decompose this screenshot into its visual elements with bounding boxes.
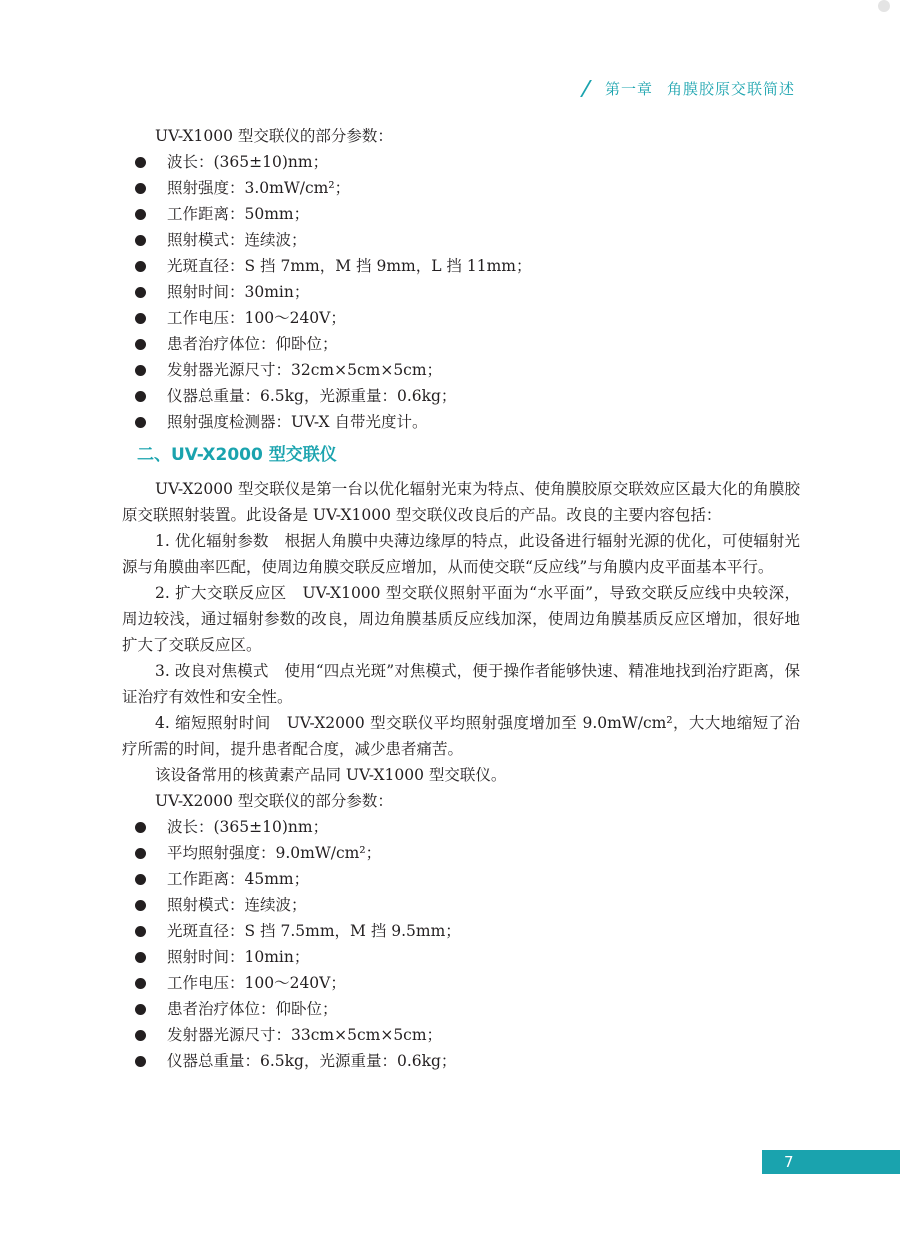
slash-icon [580, 80, 592, 97]
param-text: 工作距离：50mm； [167, 205, 310, 223]
bullet-icon [135, 874, 146, 885]
param-text: 患者治疗体位：仰卧位； [167, 335, 338, 353]
improvement-item [122, 710, 800, 762]
param-item [122, 227, 800, 253]
bullet-icon [135, 313, 146, 324]
param-text: 波长：(365±10)nm； [167, 818, 329, 836]
param-item [122, 944, 800, 970]
param-list-x2000 [122, 814, 800, 1074]
param-item [122, 253, 800, 279]
param-item [122, 918, 800, 944]
chapter-title: 角膜胶原交联简述 [666, 80, 795, 98]
improvement-text: 根据人角膜中央薄边缘厚的特点，此设备进行辐射光源的优化，可使辐射光源与角膜曲率匹配，使周边角膜交联反应增加，从而使交联“反应线”与角膜内皮平面基本平行。 [122, 532, 800, 576]
param-item [122, 970, 800, 996]
running-header [585, 78, 795, 99]
bullet-icon [135, 1056, 146, 1067]
param-item [122, 409, 800, 435]
bullet-icon [135, 848, 146, 859]
param-text: 波长：(365±10)nm； [167, 153, 329, 171]
param-item [122, 840, 800, 866]
page-number-tab [762, 1150, 900, 1174]
param-item [122, 305, 800, 331]
bullet-icon [135, 183, 146, 194]
param-item [122, 996, 800, 1022]
page-number: 7 [784, 1153, 794, 1171]
improvement-title: 1. 优化辐射参数 [155, 532, 269, 550]
params-intro-x2000: UV-X2000 型交联仪的部分参数： [155, 792, 393, 810]
param-text: 照射强度检测器：UV-X 自带光度计。 [167, 413, 428, 431]
param-text: 发射器光源尺寸：33cm×5cm×5cm； [167, 1026, 443, 1044]
bullet-icon [135, 1004, 146, 1015]
param-text: 照射强度：3.0mW/cm²； [167, 179, 351, 197]
param-text: 平均照射强度：9.0mW/cm²； [167, 844, 382, 862]
section-intro-paragraph: UV-X2000 型交联仪是第一台以优化辐射光束为特点、使角膜胶原交联效应区最大化的角膜胶原交联照射装置。此设备是 UV-X1000 型交联仪改良后的产品。改良的主要内容包括： [122, 480, 800, 524]
param-item [122, 866, 800, 892]
improvement-item [122, 658, 800, 710]
bullet-icon [135, 822, 146, 833]
bullet-icon [135, 157, 146, 168]
param-item [122, 201, 800, 227]
corner-mark [878, 0, 890, 12]
param-text: 工作电压：100～240V； [167, 309, 346, 327]
param-list-x1000 [122, 149, 800, 435]
bullet-icon [135, 235, 146, 246]
param-text: 发射器光源尺寸：32cm×5cm×5cm； [167, 361, 443, 379]
param-item [122, 1048, 800, 1074]
improvement-text: UV-X2000 型交联仪平均照射强度增加至 9.0mW/cm²，大大地缩短了治疗所需的时间，提升患者配合度，减少患者痛苦。 [122, 714, 801, 758]
improvement-item [122, 528, 800, 580]
bullet-icon [135, 391, 146, 402]
param-item [122, 1022, 800, 1048]
chapter-number: 第一章 [604, 80, 653, 98]
param-text: 仪器总重量：6.5kg，光源重量：0.6kg； [167, 1052, 457, 1070]
param-text: 照射模式：连续波； [167, 896, 307, 914]
param-text: 仪器总重量：6.5kg，光源重量：0.6kg； [167, 387, 457, 405]
param-text: 照射模式：连续波； [167, 231, 307, 249]
param-text: 工作电压：100～240V； [167, 974, 346, 992]
improvement-title: 3. 改良对焦模式 [155, 662, 269, 680]
bullet-icon [135, 339, 146, 350]
params-intro-x1000: UV-X1000 型交联仪的部分参数： [155, 127, 393, 145]
bullet-icon [135, 287, 146, 298]
param-text: 光斑直径：S 挡 7.5mm，M 挡 9.5mm； [167, 922, 461, 940]
param-item [122, 814, 800, 840]
page-content [122, 123, 800, 1074]
param-item [122, 383, 800, 409]
bullet-icon [135, 209, 146, 220]
param-item [122, 331, 800, 357]
param-text: 工作距离：45mm； [167, 870, 310, 888]
improvement-title: 4. 缩短照射时间 [155, 714, 271, 732]
param-item [122, 357, 800, 383]
improvement-item [122, 580, 800, 658]
param-text: 照射时间：30min； [167, 283, 310, 301]
riboflavin-note: 该设备常用的核黄素产品同 UV-X1000 型交联仪。 [155, 766, 507, 784]
bullet-icon [135, 978, 146, 989]
param-item [122, 149, 800, 175]
param-item [122, 892, 800, 918]
bullet-icon [135, 365, 146, 376]
bullet-icon [135, 1030, 146, 1041]
bullet-icon [135, 261, 146, 272]
section-heading: 二、UV-X2000 型交联仪 [137, 445, 337, 465]
bullet-icon [135, 926, 146, 937]
param-text: 照射时间：10min； [167, 948, 310, 966]
improvement-text: 使用“四点光斑”对焦模式，便于操作者能够快速、精准地找到治疗距离，保证治疗有效性和安全性。 [122, 662, 800, 706]
param-text: 光斑直径：S 挡 7mm，M 挡 9mm，L 挡 11mm； [167, 257, 532, 275]
bullet-icon [135, 417, 146, 428]
bullet-icon [135, 900, 146, 911]
bullet-icon [135, 952, 146, 963]
improvement-text: UV-X1000 型交联仪照射平面为“水平面”，导致交联反应线中央较深，周边较浅，通过辐射参数的改良，周边角膜基质反应线加深，使周边角膜基质反应区增加，很好地扩大了交联反应区。 [122, 584, 800, 654]
param-item [122, 279, 800, 305]
improvement-title: 2. 扩大交联反应区 [155, 584, 287, 602]
param-text: 患者治疗体位：仰卧位； [167, 1000, 338, 1018]
param-item [122, 175, 800, 201]
